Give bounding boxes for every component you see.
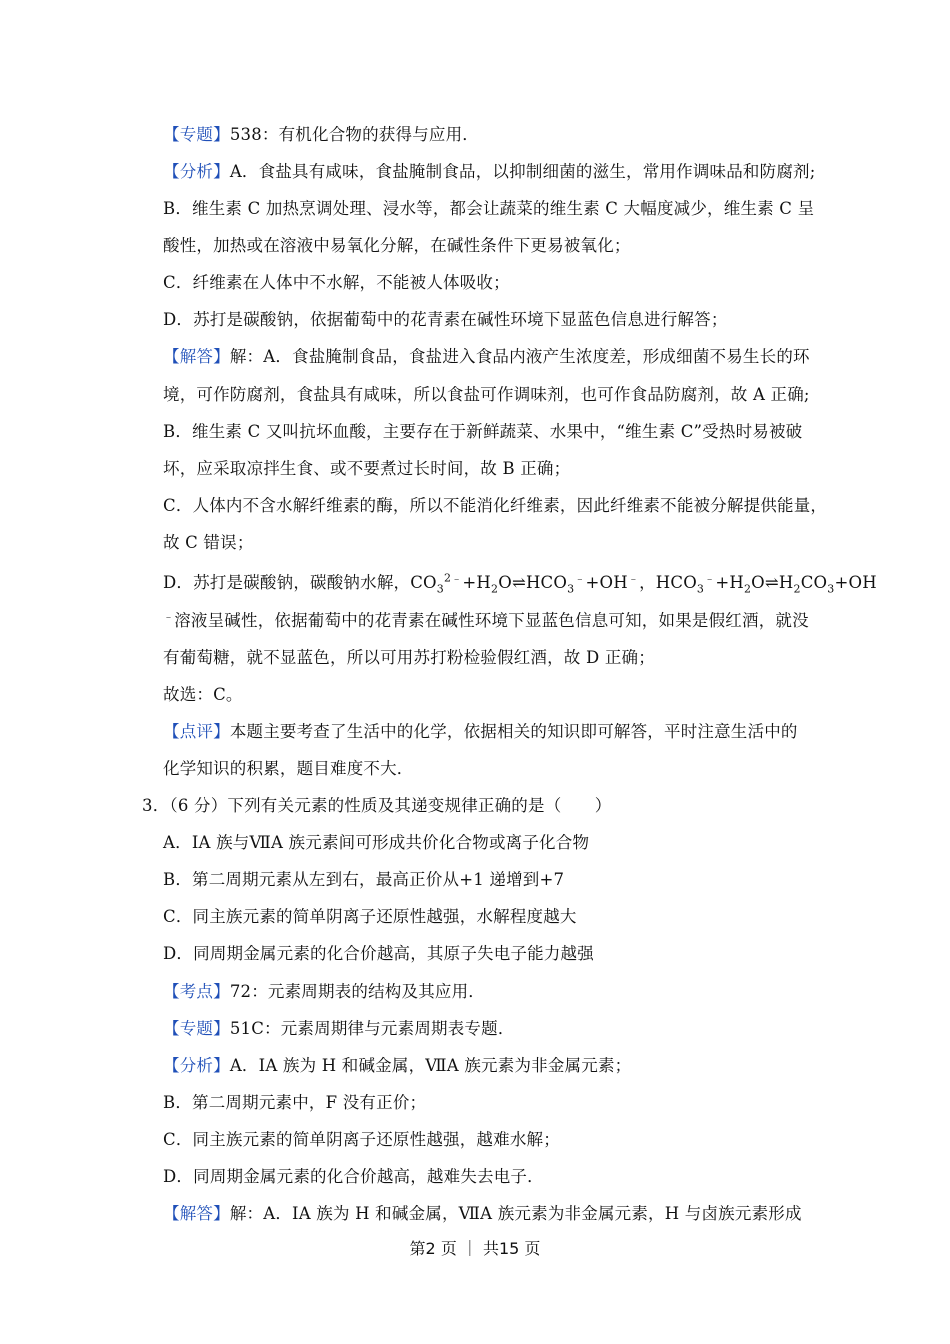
formula-sub: 2 [491,582,499,596]
fenxi3-b-line: B．第二周期元素中，F 没有正价； [163,1093,427,1112]
formula-part: O⇌H [751,573,794,592]
jieda-text: 解：A．ⅠA 族为 H 和碱金属，ⅦA 族元素为非金属元素，H 与卤族元素形成 [229,1204,802,1223]
dianping-text: 本题主要考查了生活中的化学，依据相关的知识即可解答，平时注意生活中的 [229,722,798,741]
answer-line: 故选：C。 [163,685,243,704]
jieda-text: 解：A．食盐腌制食品，食盐进入食品内液产生浓度差，形成细菌不易生长的环 [229,347,810,366]
formula-sup: ﹣ [574,571,586,585]
formula-sup: 2﹣ [443,571,463,585]
jieda-c-line-1: C．人体内不含水解纤维素的酶，所以不能消化纤维素，因此纤维素不能被分解提供能量， [163,496,828,515]
formula-sup: ﹣ [627,571,640,585]
question-3-option-a: A．ⅠA 族与ⅦA 族元素间可形成共价化合物或离子化合物 [163,833,590,852]
formula-sub: 2 [743,582,752,596]
jieda-d-line-3: 有葡萄糖，就不显蓝色，所以可用苏打粉检验假红酒，故 D 正确； [163,648,655,667]
zhuanti-tag: 【专题】 [163,125,230,144]
jieda-c-line-2: 故 C 错误； [163,533,254,552]
jieda-d-text: 溶液呈碱性，依据葡萄中的花青素在碱性环境下显蓝色信息可知，如果是假红酒，就没 [174,611,809,630]
formula-part: CO [800,573,828,592]
question-3-option-c: C．同主族元素的简单阴离子还原性越强，水解程度越大 [163,907,577,926]
fenxi3-d-line: D．同周期金属元素的化合价越高，越难失去电子． [163,1167,544,1186]
kaodian-line [163,981,485,1003]
formula-part: D．苏打是碳酸钠，碳酸钠水解，CO [163,573,437,592]
question-3-title: 3．（6 分）下列有关元素的性质及其递变规律正确的是（ ） [142,796,612,815]
formula-sub: 3 [567,582,575,596]
formula-part: +OH [585,573,628,592]
formula-sup: ﹣ [163,609,175,623]
formula-sup: ﹣ [704,571,716,585]
dianping-tag: 【点评】 [163,722,230,741]
zhuanti-tag: 【专题】 [163,1019,230,1038]
kaodian-text: 72：元素周期表的结构及其应用． [229,982,486,1001]
question-3-option-b: B．第二周期元素从左到右，最高正价从+1 递增到+7 [163,870,565,889]
fenxi-d-line: D．苏打是碳酸钠，依据葡萄中的花青素在碱性环境下显蓝色信息进行解答； [163,310,728,329]
fenxi-c-line: C．纤维素在人体中不水解，不能被人体吸收； [163,273,510,292]
fenxi-text: A．食盐具有咸味，食盐腌制食品，以抑制细菌的滋生，常用作调味品和防腐剂; [229,162,816,181]
formula-part: +H [715,573,744,592]
fenxi-b-line-1: B．维生素 C 加热烹调处理、浸水等，都会让蔬菜的维生素 C 大幅度减少，维生素 C 呈 [163,199,815,218]
formula-part: ，HCO [639,573,697,592]
fenxi-text: A．ⅠA 族为 H 和碱金属，ⅦA 族元素为非金属元素； [229,1056,632,1075]
formula-part: O⇌HCO [498,573,568,592]
jieda-line-1 [163,346,810,368]
fenxi3-c-line: C．同主族元素的简单阴离子还原性越强，越难水解； [163,1130,560,1149]
dianping-line-1 [163,721,798,743]
zhuanti-text: 538：有机化合物的获得与应用． [229,125,480,144]
jieda-b-line-1: B．维生素 C 又叫抗坏血酸，主要存在于新鲜蔬菜、水果中，“维生素 C”受热时易被破 [163,422,803,441]
question-3-option-d: D．同周期金属元素的化合价越高，其原子失电子能力越强 [163,944,594,963]
formula-sub: 3 [436,582,444,596]
fenxi-line-3 [163,1055,631,1077]
fenxi-tag: 【分析】 [163,1056,230,1075]
kaodian-tag: 【考点】 [163,982,230,1001]
formula-part: +OH [834,573,877,592]
dianping-line-2: 化学知识的积累，题目难度不大． [163,759,414,778]
jieda-a-line-2: 境，可作防腐剂，食盐具有咸味，所以食盐可作调味剂，也可作食品防腐剂，故 A 正确; [163,385,810,404]
page-footer: 第2 页 ｜ 共15 页 [409,1239,541,1258]
jieda-tag: 【解答】 [163,347,230,366]
fenxi-b-line-2: 酸性，加热或在溶液中易氧化分解，在碱性条件下更易被氧化； [163,236,631,255]
jieda-d-line-1 [163,572,877,594]
formula-sub: 2 [793,582,801,596]
fenxi-line-1 [163,161,816,183]
fenxi-tag: 【分析】 [163,162,230,181]
zhuanti-text: 51C：元素周期律与元素周期表专题． [229,1019,515,1038]
zhuanti-line-1 [163,124,479,146]
jieda-line-3 [163,1203,802,1225]
jieda-b-line-2: 坏，应采取凉拌生食、或不要煮过长时间，故 B 正确； [163,459,571,478]
formula-part: +H [462,573,492,592]
jieda-d-line-2 [163,610,809,632]
formula-sub: 3 [827,582,835,596]
jieda-tag: 【解答】 [163,1204,230,1223]
formula-sub: 3 [696,582,705,596]
zhuanti-line-3 [163,1018,515,1040]
